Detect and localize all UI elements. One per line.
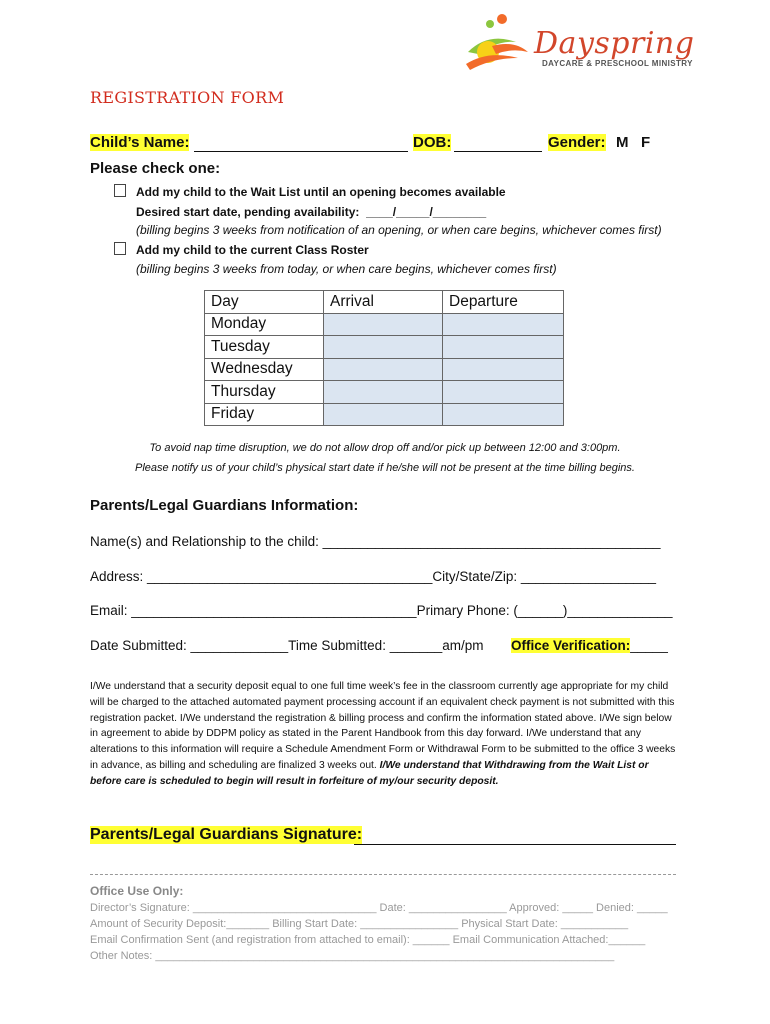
class-roster-label: Add my child to the current Class Roster (136, 243, 369, 257)
date-time-submitted-field[interactable]: Date Submitted: _____________Time Submitted: _______am/pm (90, 638, 484, 653)
departure-cell[interactable] (443, 381, 564, 404)
table-header-arrival: Arrival (324, 291, 443, 314)
table-row (205, 381, 564, 404)
office-line-notes: Other Notes: ___________________________________________________________________________ (90, 950, 615, 962)
logo-tagline: DAYCARE & PRESCHOOL MINISTRY (542, 59, 693, 68)
table-row (205, 403, 564, 426)
wait-list-billing-note: (billing begins 3 weeks from notification of an opening, or when care begins, whichever comes first) (136, 223, 662, 237)
address-field[interactable]: Address: ______________________________________City/State/Zip: __________________ (90, 569, 657, 584)
office-line-director: Director’s Signature: ______________________________ Date: ________________ Approved: _____ Denied: _____ (90, 902, 668, 914)
desired-start-field[interactable]: Desired start date, pending availability: ____/_____/________ (136, 205, 487, 219)
table-header-departure: Departure (443, 291, 564, 314)
form-title: REGISTRATION FORM (90, 88, 285, 107)
agreement-paragraph (90, 679, 680, 790)
arrival-cell[interactable] (324, 313, 443, 336)
arrival-cell[interactable] (324, 381, 443, 404)
table-header-day: Day (205, 291, 324, 314)
schedule-table (204, 290, 564, 426)
signature-label: Parents/Legal Guardians Signature: (90, 826, 363, 843)
office-line-deposit: Amount of Security Deposit:_______ Billing Start Date: ________________ Physical Start Date: ___________ (90, 918, 629, 930)
wait-list-checkbox[interactable] (114, 184, 126, 197)
divider (90, 874, 676, 875)
office-verification-text: Office Verification: (511, 638, 631, 653)
day-cell: Tuesday (205, 336, 324, 359)
email-phone-field[interactable]: Email: ______________________________________Primary Phone: (______)______________ (90, 603, 673, 618)
parents-info-heading: Parents/Legal Guardians Information: (90, 497, 359, 514)
agreement-forfeiture-text: I/We understand that Withdrawing from the Wait List or before care is scheduled to begin will result in forfeiture of my/our security deposit. (90, 759, 649, 787)
class-roster-option[interactable] (114, 242, 369, 257)
office-verification-label (511, 638, 668, 653)
day-cell: Thursday (205, 381, 324, 404)
table-row (205, 336, 564, 359)
departure-cell[interactable] (443, 358, 564, 381)
arrival-cell[interactable] (324, 336, 443, 359)
roster-billing-note: (billing begins 3 weeks from today, or when care begins, whichever comes first) (136, 262, 557, 276)
class-roster-checkbox[interactable] (114, 242, 126, 255)
dob-label: DOB: (413, 134, 452, 151)
arrival-cell[interactable] (324, 358, 443, 381)
child-name-label: Child’s Name: (90, 134, 190, 151)
agreement-text: I/We understand that a security deposit equal to one full time week’s fee in the classroom currently age appropriate for my child will be charged to the attached automated payment processing account if an equivalent check payment is not submitted with this registration packet. I/We understand the registration & billing process and confirm the information stated above. I/We sign below in agreement to abide by DDPM policy as stated in the Parent Handbook from this day forward. I/We understand that any alterations to this information will require a Schedule Amendment Form or Withdrawal Form to be submitted to the office 3 weeks in advance, as billing and scheduling are finalized 3 weeks out. (90, 681, 676, 771)
logo-wordmark: Dayspring (534, 26, 695, 61)
day-cell: Wednesday (205, 358, 324, 381)
check-one-heading: Please check one: (90, 160, 221, 177)
departure-cell[interactable] (443, 403, 564, 426)
arrival-cell[interactable] (324, 403, 443, 426)
departure-cell[interactable] (443, 336, 564, 359)
signature-field[interactable] (354, 844, 676, 845)
table-row (205, 313, 564, 336)
gender-label: Gender: (548, 134, 606, 151)
day-cell: Monday (205, 313, 324, 336)
dayspring-logo (458, 12, 728, 74)
wait-list-option[interactable] (114, 184, 506, 199)
nap-time-note: To avoid nap time disruption, we do not allow drop off and/or pick up between 12:00 and 3:00pm. (149, 442, 621, 454)
office-line-email: Email Confirmation Sent (and registration from attached to email): ______ Email Communication Attached:______ (90, 934, 646, 946)
office-use-heading: Office Use Only: (90, 884, 184, 898)
office-verification-blank[interactable]: _____ (630, 638, 668, 653)
child-name-field[interactable] (194, 151, 408, 152)
departure-cell[interactable] (443, 313, 564, 336)
wait-list-label: Add my child to the Wait List until an opening becomes available (136, 185, 506, 199)
table-row (205, 358, 564, 381)
table-header-row (205, 291, 564, 314)
dob-field[interactable] (454, 151, 542, 152)
sun-logo-icon (458, 12, 538, 74)
gender-options[interactable]: M F (616, 134, 651, 151)
start-date-note: Please notify us of your child’s physical start date if he/she will not be present at the time billing begins. (135, 462, 635, 474)
names-relationship-field[interactable]: Name(s) and Relationship to the child: _____________________________________________ (90, 534, 661, 549)
day-cell: Friday (205, 403, 324, 426)
